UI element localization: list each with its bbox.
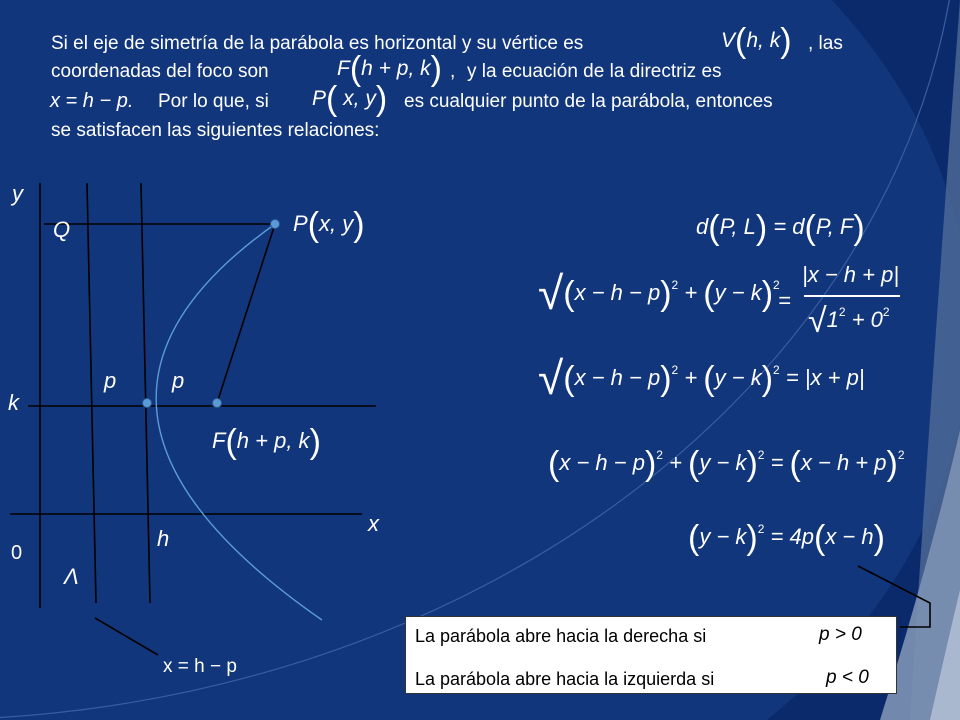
y-axis-label: y bbox=[12, 181, 23, 206]
vertex-formula: V(h, k) bbox=[721, 22, 792, 60]
equation-numerator: |x − h + p| bbox=[802, 262, 900, 287]
equation-distance-simplified: $√(x - h - p)^2 + (y - k)^2 = |x + p|$ bbox=[538, 352, 865, 404]
p-label-left: p bbox=[104, 368, 117, 393]
point-p-label: P(x, y) bbox=[293, 206, 365, 244]
opens-left-text: La parábola abre hacia la izquierda si bbox=[415, 669, 715, 689]
equation-distance-equality: d(P, L) = d(P, F) bbox=[696, 209, 865, 247]
opens-right-text: La parábola abre hacia la derecha si bbox=[415, 626, 707, 646]
lambda-label: Λ bbox=[64, 564, 79, 589]
intro-text-line1: Si el eje de simetría de la parábola es horizontal y su vértice es bbox=[51, 33, 584, 54]
intro-text-line1-end: , las bbox=[808, 33, 843, 54]
equation-equals: = bbox=[778, 288, 791, 313]
directrix-line bbox=[87, 183, 96, 603]
focus-marker bbox=[213, 399, 222, 408]
fraction-bar bbox=[804, 295, 900, 297]
intro-text-line3-end: es cualquier punto de la parábola, entonces bbox=[404, 91, 773, 112]
directrix-formula: x = h − p. bbox=[50, 90, 134, 112]
point-formula: P( x, y) bbox=[312, 80, 388, 118]
intro-text-line2-comma: , bbox=[450, 61, 456, 82]
vertex-vertical-line bbox=[141, 183, 150, 603]
opens-left-condition: p < 0 bbox=[826, 667, 869, 688]
focus-label: F(h + p, k) bbox=[212, 423, 321, 461]
origin-label: 0 bbox=[11, 542, 23, 564]
p-label-right: p bbox=[172, 368, 185, 393]
parabola-curve bbox=[156, 222, 322, 620]
focus-formula: F(h + p, k) bbox=[337, 50, 442, 88]
intro-text-line4: se satisfacen las siguientes relaciones: bbox=[51, 120, 380, 141]
directrix-callout-line bbox=[95, 618, 158, 655]
note-box bbox=[405, 616, 897, 694]
x-axis-label: x bbox=[368, 511, 379, 536]
equation-squared: $(x - h - p)^2 + (y - k)^2 = (x - h + p)^2$ bbox=[548, 445, 905, 483]
distance-to-focus-line bbox=[217, 224, 275, 403]
equation-standard-form: $(y - k)^2 = 4p(x - h)$ bbox=[688, 519, 885, 557]
h-label: h bbox=[157, 526, 170, 551]
intro-text-line3: Por lo que, si bbox=[158, 91, 269, 112]
intro-text-line2-end: y la ecuación de la directriz es bbox=[467, 61, 722, 82]
equation-denominator: $√1^2 + 0^2$ bbox=[808, 302, 890, 340]
equation-distance-expanded-left: $√(x - h - p)^2 + (y - k)^2$ bbox=[538, 267, 780, 319]
k-label: k bbox=[8, 390, 19, 415]
vertex-marker bbox=[143, 399, 152, 408]
intro-text-line2: coordenadas del foco son bbox=[51, 61, 269, 82]
point-p-marker bbox=[271, 220, 280, 229]
directrix-callout-label: x = h − p bbox=[163, 656, 237, 677]
opens-right-condition: p > 0 bbox=[819, 624, 862, 645]
q-label: Q bbox=[53, 217, 71, 242]
